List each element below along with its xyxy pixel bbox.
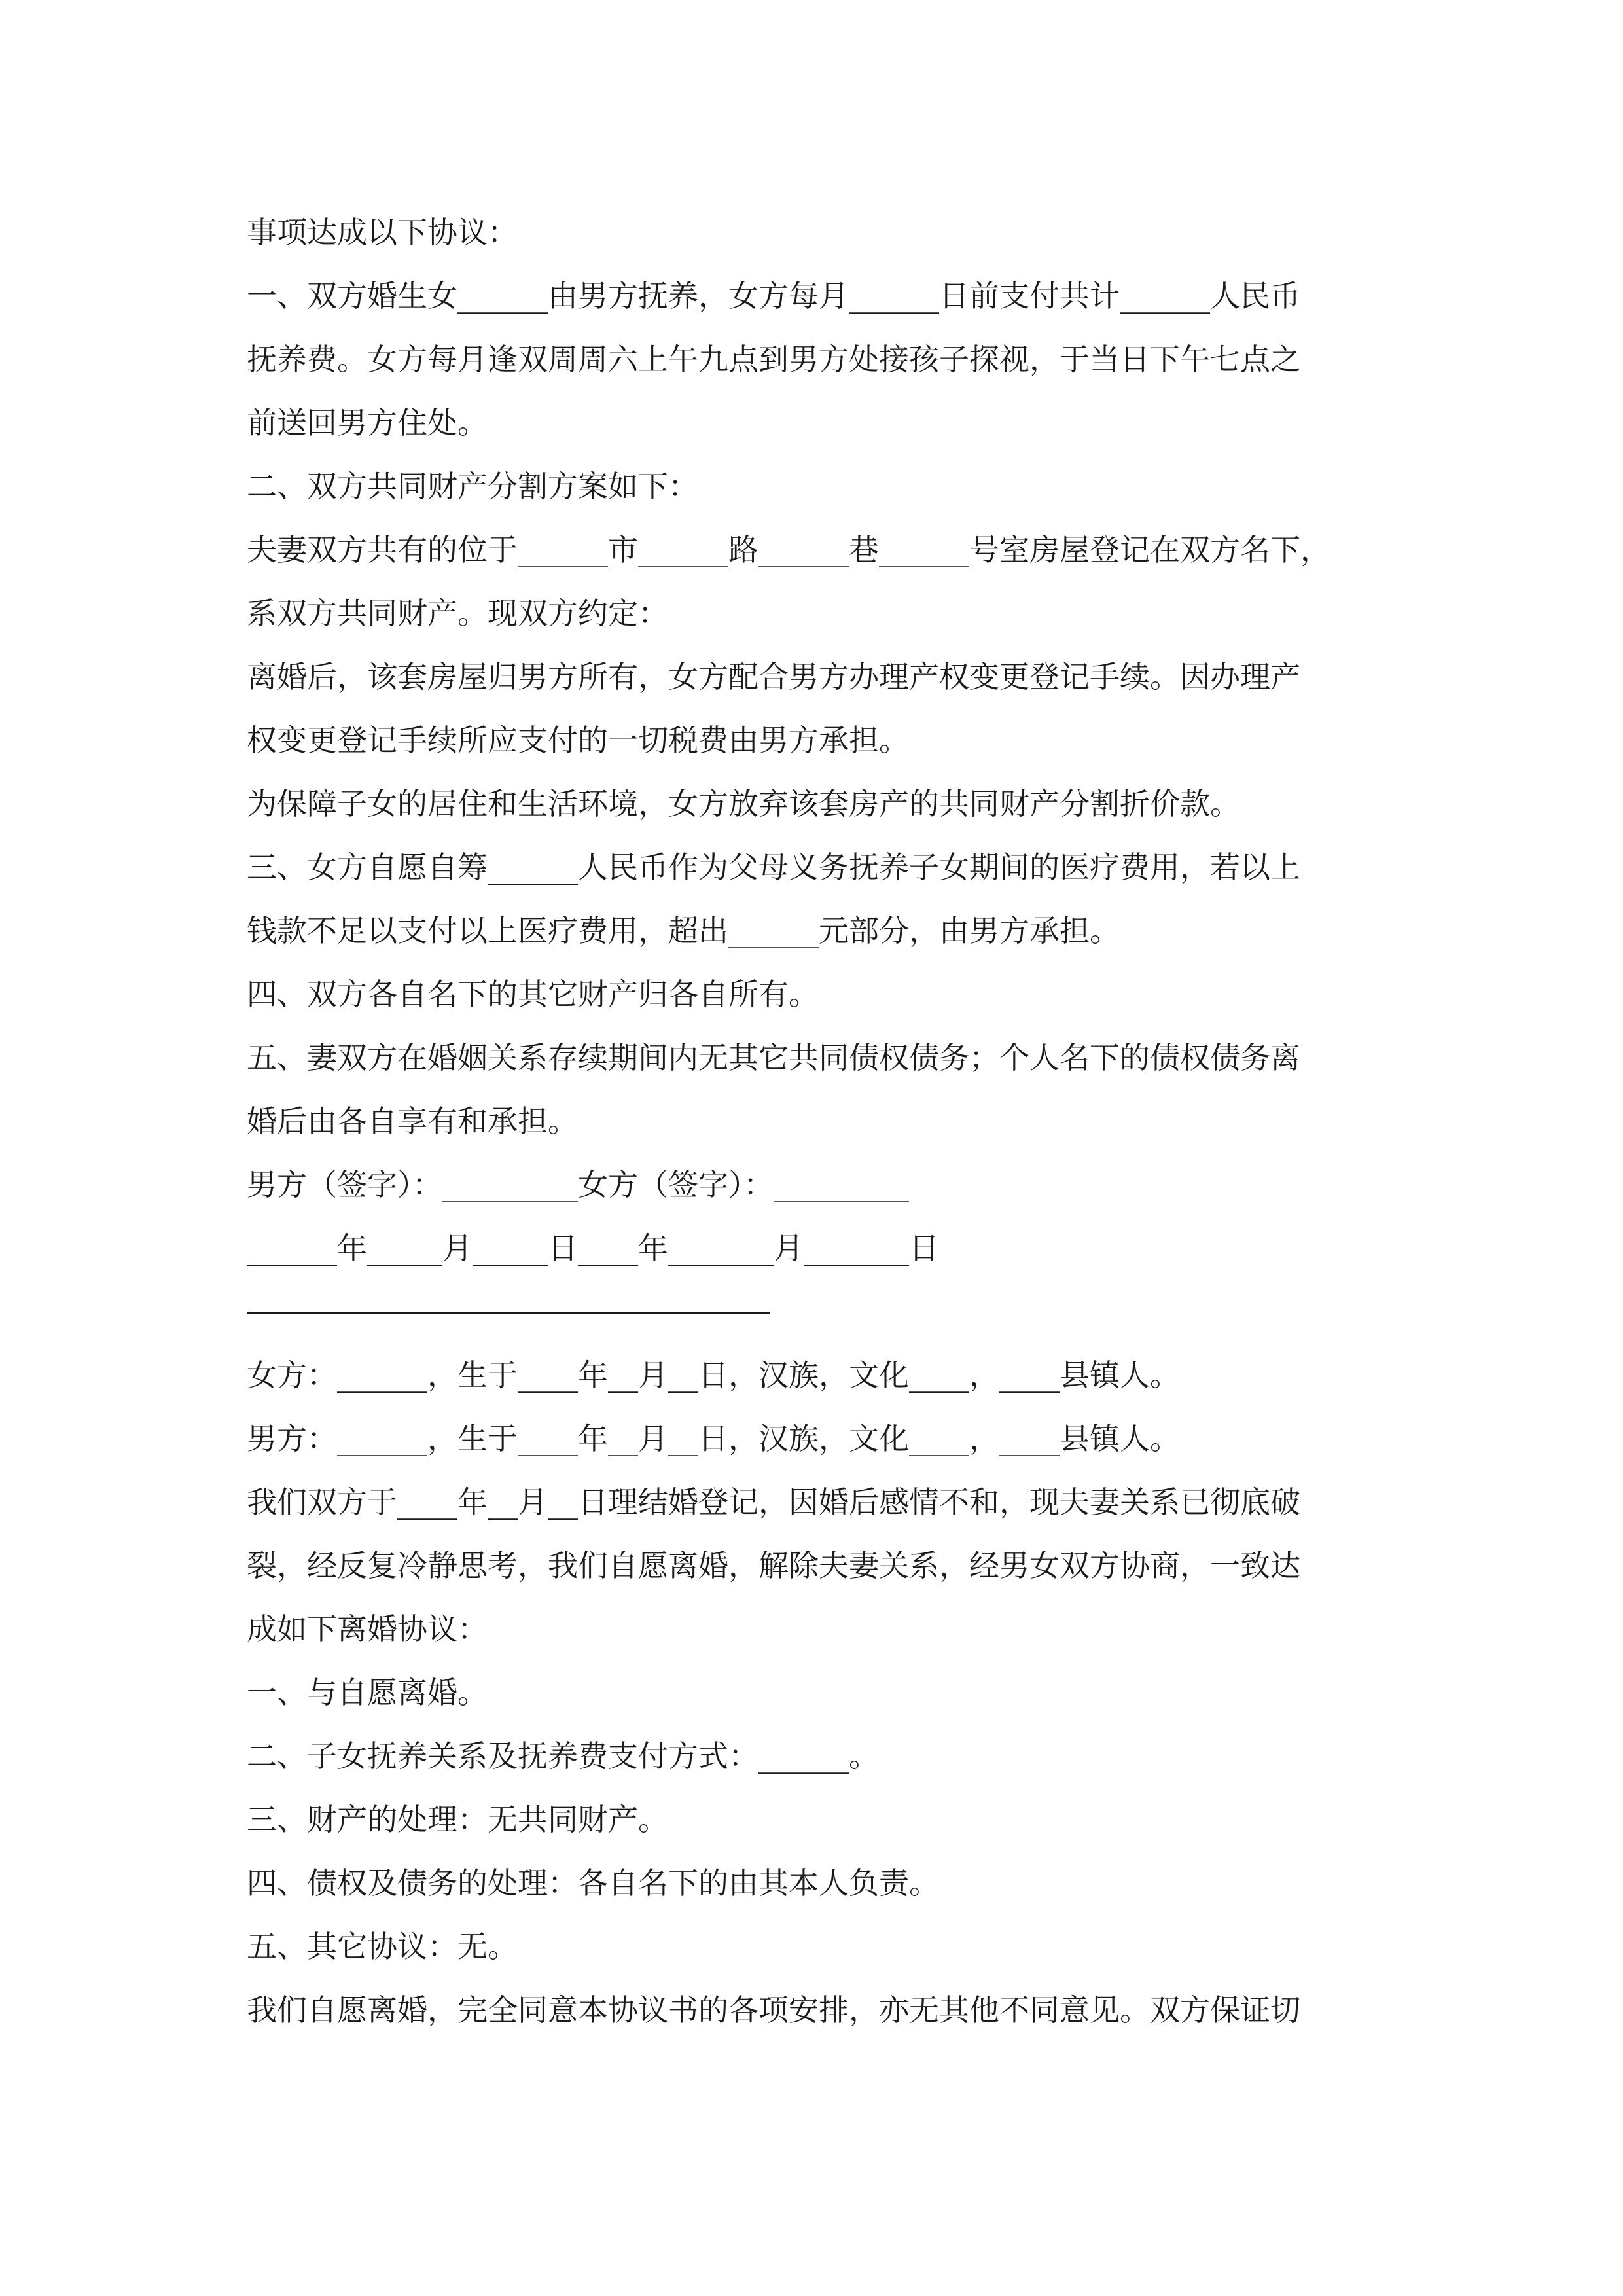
text-line-marriage: 我们双方于____年__月__日理结婚登记，因婚后感情不和，现夫妻关系已彻底破: [247, 1484, 1300, 1520]
text-line-female-party: 女方：______，生于____年__月__日，汉族，文化____，____县镇人。: [247, 1357, 1180, 1393]
text-line-clause-4: 四、双方各自名下的其它财产归各自所有。: [247, 977, 819, 1012]
text-line-male-party: 男方：______，生于____年__月__日，汉族，文化____，____县镇人。: [247, 1421, 1180, 1456]
text-line-item-4: 四、债权及债务的处理：各自名下的由其本人负责。: [247, 1865, 939, 1901]
section-divider: [247, 1280, 1385, 1344]
signature-line: 男方（签字）：_________女方（签字）：_________: [247, 1167, 909, 1202]
text-line-clause-2: 二、双方共同财产分割方案如下：: [247, 469, 698, 504]
text-line-item-2: 二、子女抚养关系及抚养费支付方式：______。: [247, 1738, 879, 1774]
text-line-item-5: 五、其它协议：无。: [247, 1929, 518, 1964]
text-line-house-owner: 离婚后，该套房屋归男方所有，女方配合男方办理产权变更登记手续。因办理产: [247, 659, 1300, 694]
text-line-marriage-cont: 裂，经反复冷静思考，我们自愿离婚，解除夫妻关系，经男女双方协商，一致达: [247, 1548, 1300, 1583]
text-line-agreement-intro: 成如下离婚协议：: [247, 1611, 488, 1647]
text-line-clause-5: 五、妻双方在婚姻关系存续期间内无其它共同债权债务；个人名下的债权债务离: [247, 1040, 1300, 1075]
text-line-closing: 我们自愿离婚，完全同意本协议书的各项安排，亦无其他不同意见。双方保证切: [247, 1992, 1300, 2028]
divider-line: [247, 1312, 770, 1314]
text-line-clause-3-cont: 钱款不足以支付以上医疗费用，超出______元部分，由男方承担。: [247, 913, 1120, 948]
text-line-clause-5-cont: 婚后由各自享有和承担。: [247, 1103, 578, 1139]
text-line-property: 夫妻双方共有的位于______市______路______巷______号室房屋登记在双方名下，: [247, 532, 1330, 567]
text-line-item-1: 一、与自愿离婚。: [247, 1675, 488, 1710]
text-line-clause-1-end: 前送回男方住处。: [247, 405, 488, 440]
text-line-house-tax: 权变更登记手续所应支付的一切税费由男方承担。: [247, 723, 909, 758]
date-line: ______年_____月_____日____年_______月_______日: [247, 1230, 939, 1266]
text-line-house-waiver: 为保障子女的居住和生活环境，女方放弃该套房产的共同财产分割折价款。: [247, 786, 1240, 821]
document-body: [247, 201, 1385, 2042]
text-line-item-3: 三、财产的处理：无共同财产。: [247, 1802, 668, 1837]
text-line-property-cont: 系双方共同财产。现双方约定：: [247, 596, 668, 631]
text-line-clause-1-cont: 抚养费。女方每月逢双周周六上午九点到男方处接孩子探视，于当日下午七点之: [247, 342, 1300, 377]
text-line-clause-1: 一、双方婚生女______由男方抚养，女方每月______日前支付共计______人民币: [247, 278, 1300, 314]
text-line-intro: 事项达成以下协议：: [247, 215, 518, 250]
text-line-clause-3: 三、女方自愿自筹______人民币作为父母义务抚养子女期间的医疗费用，若以上: [247, 850, 1300, 885]
